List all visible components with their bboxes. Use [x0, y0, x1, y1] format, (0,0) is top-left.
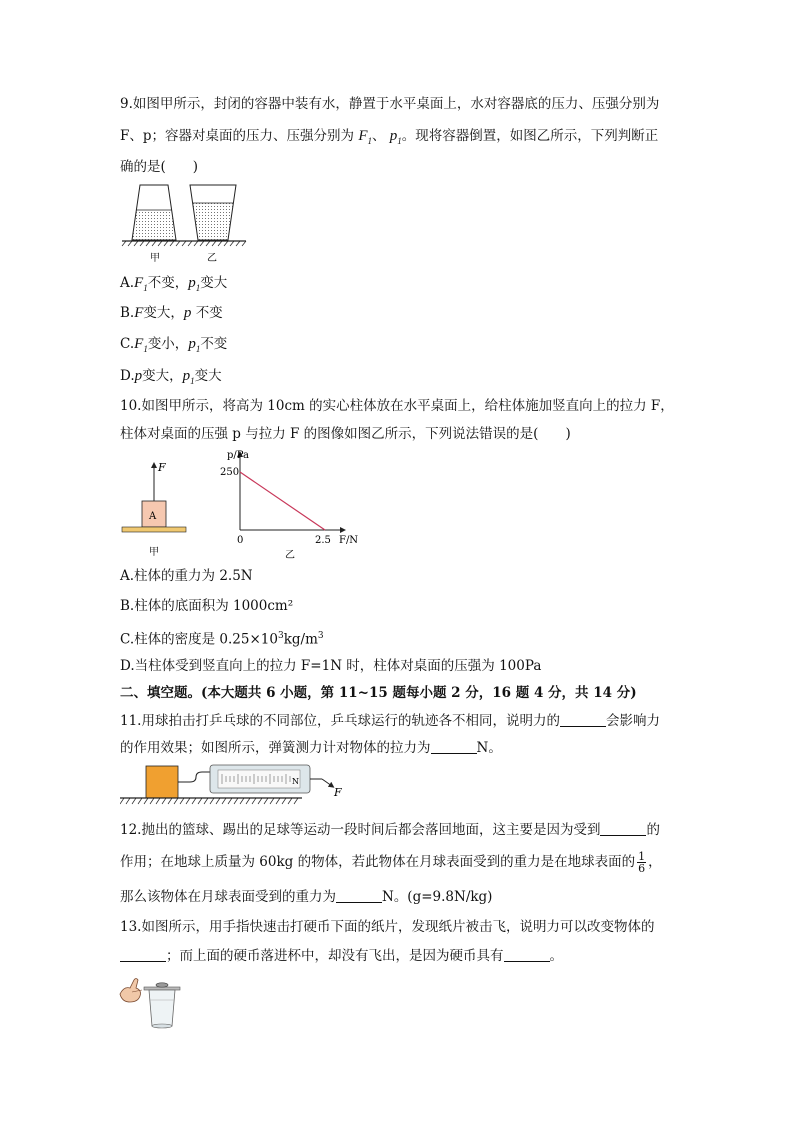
q9-fig-label-jia: 甲 — [150, 253, 160, 264]
q11-line2: 的作用效果；如图所示，弹簧测力计对物体的拉力为 N。 — [120, 740, 502, 756]
q10-option-d: D.当柱体受到竖直向上的拉力 F=1N 时，柱体对桌面的压强为 100Pa — [120, 658, 542, 674]
q10-option-b: B.柱体的底面积为 1000cm² — [120, 598, 294, 614]
q9-line3: 确的是( ) — [120, 159, 199, 175]
q13-blank-1[interactable] — [120, 947, 166, 962]
q9-water-jia — [132, 210, 176, 240]
q10-force-label: F — [158, 461, 166, 474]
q11-line1: 11.用球拍击打乒乓球的不同部位，乒乓球运行的轨迹各不相同，说明力的 会影响力 — [120, 713, 660, 729]
q9-option-a: $A.F_1$不变，$p_1$变大 — [120, 275, 228, 293]
q9-option-b: B.F变大，p 不变 — [120, 305, 223, 321]
q12-line1: 12.抛出的篮球、踢出的足球等运动一段时间后都会落回地面，这主要是因为受到 的 — [120, 822, 660, 838]
q9-water-yi — [193, 203, 233, 240]
q10-graph-xlabel: F/N — [339, 535, 359, 546]
q13-blank-2[interactable] — [504, 947, 550, 962]
q11-blank-2[interactable] — [431, 739, 477, 754]
section2-heading: 二、填空题。(本大题共 6 小题，第 11~15 题每小题 2 分，16 题 4 分，共 14 分) — [120, 685, 637, 701]
q13-line1: 13.如图所示，用手指快速击打硬币下面的纸片，发现纸片被击飞，说明力可以改变物体的 — [120, 919, 655, 935]
q12-blank-2[interactable] — [336, 888, 382, 903]
q10-option-c: C.柱体的密度是 $0.25\times 10^3kg/m^3$ — [120, 631, 324, 648]
q10-block-label: A — [149, 511, 157, 522]
q13-line2: ；而上面的硬币落进杯中，却没有飞出，是因为硬币具有 。 — [120, 946, 563, 966]
q11-scale-unit: N — [292, 777, 299, 786]
q9-line1: 9.如图甲所示，封闭的容器中装有水，静置于水平桌面上，水对容器底的压力、压强分别为 — [120, 96, 660, 112]
q9-line2 — [120, 126, 658, 151]
q11-spring-scale-figure — [120, 762, 350, 810]
q10-line1: 10.如图甲所示，将高为 10cm 的实心柱体放在水平桌面上，给柱体施加竖直向上的拉力 F， — [120, 398, 674, 414]
q13-coin — [156, 983, 168, 987]
q9-option-c: $C.F_1$变小，$p_1$不变 — [120, 336, 228, 354]
q10-graph-ytick: 250 — [220, 467, 240, 478]
q10-graph-ylabel: p/Pa — [227, 450, 250, 461]
q12-line2: 作用；在地球上质量为 60kg 的物体，若此物体在月球表面受到的重力是在地球表面的 $\frac{1}{6}$ ， — [120, 850, 662, 875]
q10-graph-origin: 0 — [237, 535, 244, 546]
q10-graph — [215, 448, 365, 568]
q9-containers-figure — [120, 181, 250, 266]
q12-line3: 那么该物体在月球表面受到的重力为 N。(g=9.8N/kg) — [120, 889, 493, 905]
q9-F1-symbol: $F_1$ — [358, 128, 372, 146]
q11-blank-1[interactable] — [560, 712, 606, 727]
q9-p1-symbol: $p_1$ — [389, 128, 402, 146]
q10-block-figure — [118, 455, 198, 565]
q10-graph-xtick: 2.5 — [315, 535, 331, 546]
q12-fraction: $\frac{1}{6}$ — [638, 850, 646, 875]
q11-force-label: F — [334, 786, 342, 799]
q10-option-a: A.柱体的重力为 2.5N — [120, 568, 253, 584]
q9-option-d: D.p变大，$p_1$变大 — [120, 368, 222, 386]
q13-cup — [149, 990, 175, 1026]
q10-fig-label-yi: 乙 — [285, 550, 295, 561]
q13-hand-icon — [120, 979, 141, 1003]
q13-coin-cup-figure — [118, 972, 188, 1030]
q9-fig-label-yi: 乙 — [207, 253, 217, 264]
q9-line2-text-b: 、 — [371, 128, 386, 144]
q9-line2-text-c: 。现将容器倒置，如图乙所示，下列判断正 — [401, 128, 659, 144]
q9-line2-text-a: F、p；容器对桌面的压力、压强分别为 — [120, 128, 355, 144]
q12-blank-1[interactable] — [600, 821, 646, 836]
q11-force-arrow — [322, 779, 332, 786]
q10-table-top — [122, 527, 186, 532]
q10-line2: 柱体对桌面的压强 p 与拉力 F 的图像如图乙所示，下列说法错误的是( ) — [120, 426, 571, 442]
q11-orange-block — [146, 766, 178, 798]
q10-fig-label-jia: 甲 — [149, 547, 159, 558]
q10-graph-line — [240, 472, 325, 530]
